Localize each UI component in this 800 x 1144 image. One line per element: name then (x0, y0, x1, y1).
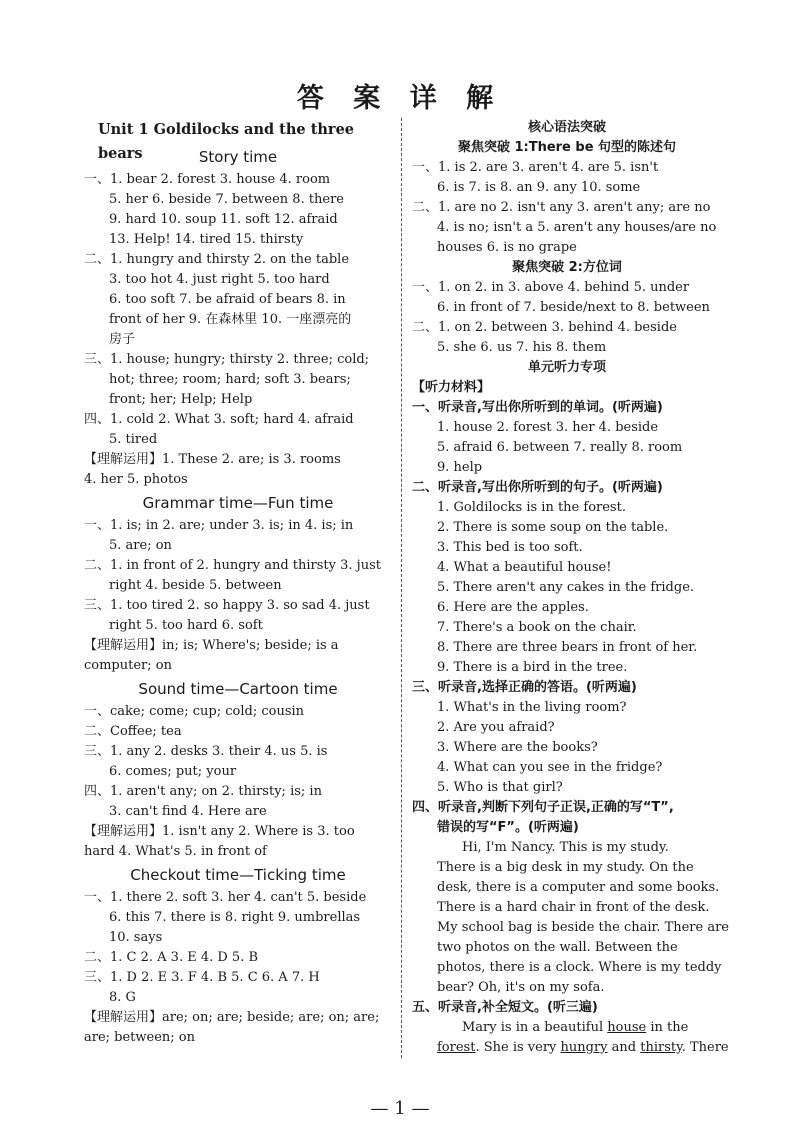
left-line: 5. tired (109, 432, 158, 447)
right-line: 3. Where are the books? (437, 740, 598, 755)
left-line: Grammar time—Fun time (142, 494, 334, 512)
right-line: 1. Goldilocks is in the forest. (437, 500, 626, 515)
right-line: 聚焦突破 2:方位词 (512, 260, 622, 275)
left-line: front; her; Help; Help (109, 392, 253, 407)
right-line: 8. There are three bears in front of her. (437, 640, 698, 655)
left-column (84, 118, 392, 1048)
right-line: 6. is 7. is 8. an 9. any 10. some (437, 180, 641, 195)
passage-line (412, 1038, 729, 1058)
left-line: 一、1. bear 2. forest 3. house 4. room (84, 172, 331, 187)
left-line: 三、1. D 2. E 3. F 4. B 5. C 6. A 7. H (84, 970, 320, 985)
left-line: 3. can't find 4. Here are (109, 804, 267, 819)
right-line: 3. This bed is too soft. (437, 540, 583, 555)
left-line: 6. this 7. there is 8. right 9. umbrellas (109, 910, 361, 925)
passage-text: and (607, 1040, 641, 1055)
right-line: 4. What a beautiful house! (437, 560, 612, 575)
right-line: 一、1. is 2. are 3. aren't 4. are 5. isn't (412, 160, 659, 175)
left-line: 5. her 6. beside 7. between 8. there (109, 192, 345, 207)
right-line: 一、听录音,写出你所听到的单词。(听两遍) (412, 400, 663, 415)
right-line: 核心语法突破 (527, 120, 606, 135)
answer-blank: thirsty (640, 1040, 682, 1055)
left-line: 一、1. there 2. soft 3. her 4. can't 5. beside (84, 890, 367, 905)
answer-blank: house (607, 1020, 647, 1035)
right-line: photos, there is a clock. Where is my teddy (437, 960, 722, 975)
passage-text: Mary is in a beautiful (462, 1020, 608, 1035)
left-line: 6. comes; put; your (109, 764, 237, 779)
right-line: My school bag is beside the chair. There are (437, 920, 730, 935)
left-line: 3. too hot 4. just right 5. too hard (109, 272, 330, 287)
left-line: 二、1. in front of 2. hungry and thirsty 3. just (84, 558, 381, 573)
left-line: 4. her 5. photos (84, 472, 188, 487)
left-line: hard 4. What's 5. in front of (84, 844, 267, 859)
right-line: 三、听录音,选择正确的答语。(听两遍) (412, 680, 637, 695)
left-line: 四、1. cold 2. What 3. soft; hard 4. afraid (84, 412, 354, 427)
right-line: 1. What's in the living room? (437, 700, 627, 715)
right-line: desk, there is a computer and some books. (437, 880, 720, 895)
left-line: 三、1. too tired 2. so happy 3. so sad 4. just (84, 598, 370, 613)
right-line: 5. There aren't any cakes in the fridge. (437, 580, 695, 595)
left-line: Unit 1 Goldilocks and the three bears (98, 121, 355, 162)
right-line: 错误的写“F”。(听两遍) (437, 820, 579, 835)
passage-line (412, 1018, 722, 1038)
left-line: 【理解运用】in; is; Where's; beside; is a (84, 638, 339, 653)
passage-text: in the (646, 1020, 689, 1035)
left-line: 9. hard 10. soup 11. soft 12. afraid (109, 212, 338, 227)
right-line: Hi, I'm Nancy. This is my study. (462, 840, 669, 855)
right-line: 6. in front of 7. beside/next to 8. between (437, 300, 710, 315)
right-line: 5. afraid 6. between 7. really 8. room (437, 440, 683, 455)
right-line: 1. house 2. forest 3. her 4. beside (437, 420, 659, 435)
right-line: 聚焦突破 1:There be 句型的陈述句 (457, 140, 677, 155)
left-line: right 4. beside 5. between (109, 578, 282, 593)
page-number: — 1 — (370, 1098, 430, 1119)
right-line: 2. There is some soup on the table. (437, 520, 669, 535)
left-line: computer; on (84, 658, 172, 673)
left-line: 【理解运用】are; on; are; beside; are; on; are; (84, 1010, 380, 1025)
right-line: 一、1. on 2. in 3. above 4. behind 5. under (412, 280, 690, 295)
passage-text: . She is very (475, 1040, 561, 1055)
right-line: houses 6. is no grape (437, 240, 577, 255)
left-line: 13. Help! 14. tired 15. thirsty (109, 232, 304, 247)
right-line: 二、1. on 2. between 3. behind 4. beside (412, 320, 677, 335)
left-line: hot; three; room; hard; soft 3. bears; (109, 372, 351, 387)
left-line: Sound time—Cartoon time (138, 680, 338, 698)
column-divider (401, 118, 402, 1058)
answer-blank: forest (437, 1040, 476, 1055)
left-line: front of her 9. 在森林里 10. 一座漂亮的 (109, 312, 352, 327)
left-line: Checkout time—Ticking time (130, 866, 346, 884)
left-line: 5. are; on (109, 538, 172, 553)
left-line: 三、1. house; hungry; thirsty 2. three; cold; (84, 352, 370, 367)
left-line: 二、Coffee; tea (84, 724, 182, 739)
page-title: 答 案 详 解 (296, 83, 504, 114)
right-line: 9. help (437, 460, 483, 475)
right-line: There is a hard chair in front of the desk. (437, 900, 710, 915)
right-line: 二、1. are no 2. isn't any 3. aren't any; are no (412, 200, 711, 215)
left-line: 【理解运用】1. These 2. are; is 3. rooms (84, 452, 341, 467)
right-line: 6. Here are the apples. (437, 600, 589, 615)
right-line: 四、听录音,判断下列句子正误,正确的写“T”, (412, 800, 674, 815)
answer-blank: hungry (560, 1040, 608, 1055)
left-line: 一、cake; come; cup; cold; cousin (84, 704, 305, 719)
left-line: Story time (198, 148, 278, 166)
left-line: 【理解运用】1. isn't any 2. Where is 3. too (84, 824, 355, 839)
left-line: 一、1. is; in 2. are; under 3. is; in 4. is; in (84, 518, 354, 533)
right-line: 4. is no; isn't a 5. aren't any houses/are no (437, 220, 717, 235)
left-line: 8. G (109, 990, 136, 1005)
passage-text: . There (681, 1040, 729, 1055)
right-line: 【听力材料】 (412, 380, 491, 395)
left-line: are; between; on (84, 1030, 196, 1045)
right-line: 5. Who is that girl? (437, 780, 563, 795)
right-line: There is a big desk in my study. On the (437, 860, 694, 875)
right-line: 二、听录音,写出你所听到的句子。(听两遍) (412, 480, 663, 495)
left-line: 10. says (109, 930, 163, 945)
left-line: 二、1. hungry and thirsty 2. on the table (84, 252, 350, 267)
left-line: 房子 (109, 332, 136, 347)
right-line: bear? Oh, it's on my sofa. (437, 980, 605, 995)
left-line: 二、1. C 2. A 3. E 4. D 5. B (84, 950, 259, 965)
right-line: 9. There is a bird in the tree. (437, 660, 628, 675)
right-column (412, 118, 730, 1058)
right-line: two photos on the wall. Between the (437, 940, 678, 955)
right-line: 4. What can you see in the fridge? (437, 760, 663, 775)
left-line: right 5. too hard 6. soft (109, 618, 263, 633)
right-line: 五、听录音,补全短文。(听三遍) (412, 1000, 598, 1015)
left-line: 三、1. any 2. desks 3. their 4. us 5. is (84, 744, 328, 759)
right-line: 5. she 6. us 7. his 8. them (437, 340, 607, 355)
right-line: 7. There's a book on the chair. (437, 620, 637, 635)
right-line: 2. Are you afraid? (437, 720, 555, 735)
left-line: 6. too soft 7. be afraid of bears 8. in (109, 292, 346, 307)
right-line: 单元听力专项 (527, 360, 606, 375)
left-line: 四、1. aren't any; on 2. thirsty; is; in (84, 784, 322, 799)
